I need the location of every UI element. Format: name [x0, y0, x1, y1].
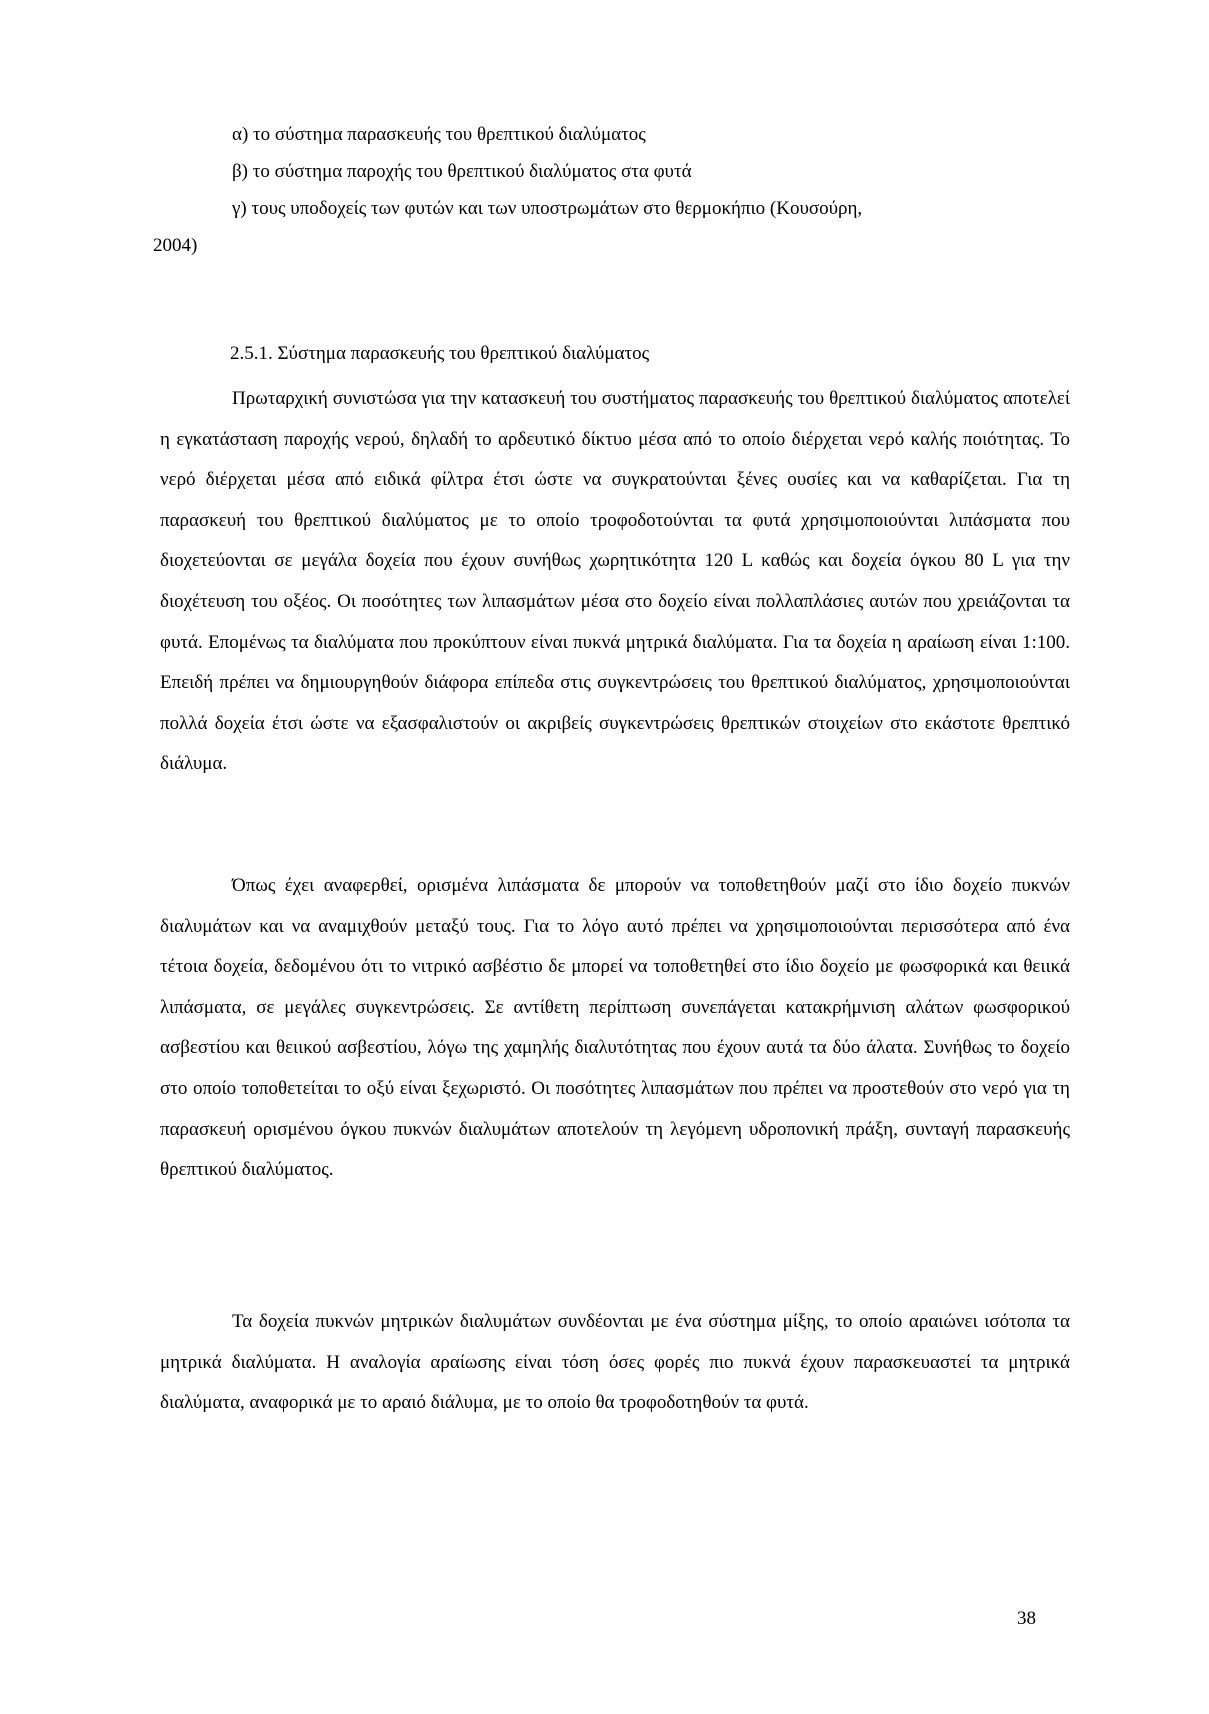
list-item-c: γ) τους υποδοχείς των φυτών και των υποστρωμάτων στο θερμοκήπιο (Κουσούρη,: [232, 198, 863, 219]
list-item-b: β) το σύστημα παροχής του θρεπτικού διαλύματος στα φυτά: [232, 161, 692, 182]
section-heading: 2.5.1. Σύστημα παρασκευής του θρεπτικού διαλύματος: [230, 343, 650, 364]
page-number: 38: [1017, 1608, 1036, 1629]
paragraph-2-block: [160, 866, 1070, 1191]
paragraph-1-block: [160, 379, 1070, 785]
paragraph-2: Όπως έχει αναφερθεί, ορισμένα λιπάσματα δε μπορούν να τοποθετηθούν μαζί στο ίδιο δοχείο πυκνών διαλυμάτων και να αναμιχθούν μεταξύ τους. Για το λόγο αυτό πρέπει να χρησιμοποιούνται περισσότερα από ένα τέτοια δοχεία, δεδομένου ότι το νιτρικό ασβέστιο δε μπορεί να τοποθετηθεί στο ίδιο δοχείο με φωσφορικά και θειικά λιπάσματα, σε μεγάλες συγκεντρώσεις. Σε αντίθετη περίπτωση συνεπάγεται κατακρήμνιση αλάτων φωσφορικού ασβεστίου και θειικού ασβεστίου, λόγω της χαμηλής διαλυτότητας που έχουν αυτά τα δύο άλατα. Συνήθως το δοχείο στο οποίο τοποθετείται το οξύ είναι ξεχωριστό. Οι ποσότητες λιπασμάτων που πρέπει να προστεθούν στο νερό για τη παρασκευή ορισμένου όγκου πυκνών διαλυμάτων αποτελούν τη λεγόμενη υδροπονική πράξη, συνταγή παρασκευής θρεπτικού διαλύματος.: [160, 875, 1070, 1181]
paragraph-3-block: [160, 1302, 1070, 1424]
paragraph-1: Πρωταρχική συνιστώσα για την κατασκευή του συστήματος παρασκευής του θρεπτικού διαλύματος αποτελεί η εγκατάσταση παροχής νερού, δηλαδή το αρδευτικό δίκτυο μέσα από το οποίο διέρχεται νερό καλής ποιότητας. Το νερό διέρχεται μέσα από ειδικά φίλτρα έτσι ώστε να συγκρατούνται ξένες ουσίες και να καθαρίζεται. Για τη παρασκευή του θρεπτικού διαλύματος με το οποίο τροφοδοτούνται τα φυτά χρησιμοποιούνται λιπάσματα που διοχετεύονται σε μεγάλα δοχεία που έχουν συνήθως χωρητικότητα 120 L καθώς και δοχεία όγκου 80 L για την διοχέτευση του οξέος. Οι ποσότητες των λιπασμάτων μέσα στο δοχείο είναι πολλαπλάσιες αυτών που χρειάζονται τα φυτά. Επομένως τα διαλύματα που προκύπτουν είναι πυκνά μητρικά διαλύματα. Για τα δοχεία η αραίωση είναι 1:100. Επειδή πρέπει να δημιουργηθούν διάφορα επίπεδα στις συγκεντρώσεις του θρεπτικού διαλύματος, χρησιμοποιούνται πολλά δοχεία έτσι ώστε να εξασφαλιστούν οι ακριβείς συγκεντρώσεις θρεπτικών στοιχείων στο εκάστοτε θρεπτικό διάλυμα.: [160, 388, 1070, 775]
list-item-c-continuation: 2004): [153, 235, 198, 256]
list-item-a: α) το σύστημα παρασκευής του θρεπτικού διαλύματος: [232, 124, 646, 145]
paragraph-3: Τα δοχεία πυκνών μητρικών διαλυμάτων συνδέονται με ένα σύστημα μίξης, το οποίο αραιώνει ισότοπα τα μητρικά διαλύματα. Η αναλογία αραίωσης είναι τόση όσες φορές πιο πυκνά έχουν παρασκευαστεί τα μητρικά διαλύματα, αναφορικά με το αραιό διάλυμα, με το οποίο θα τροφοδοτηθούν τα φυτά.: [160, 1311, 1070, 1414]
